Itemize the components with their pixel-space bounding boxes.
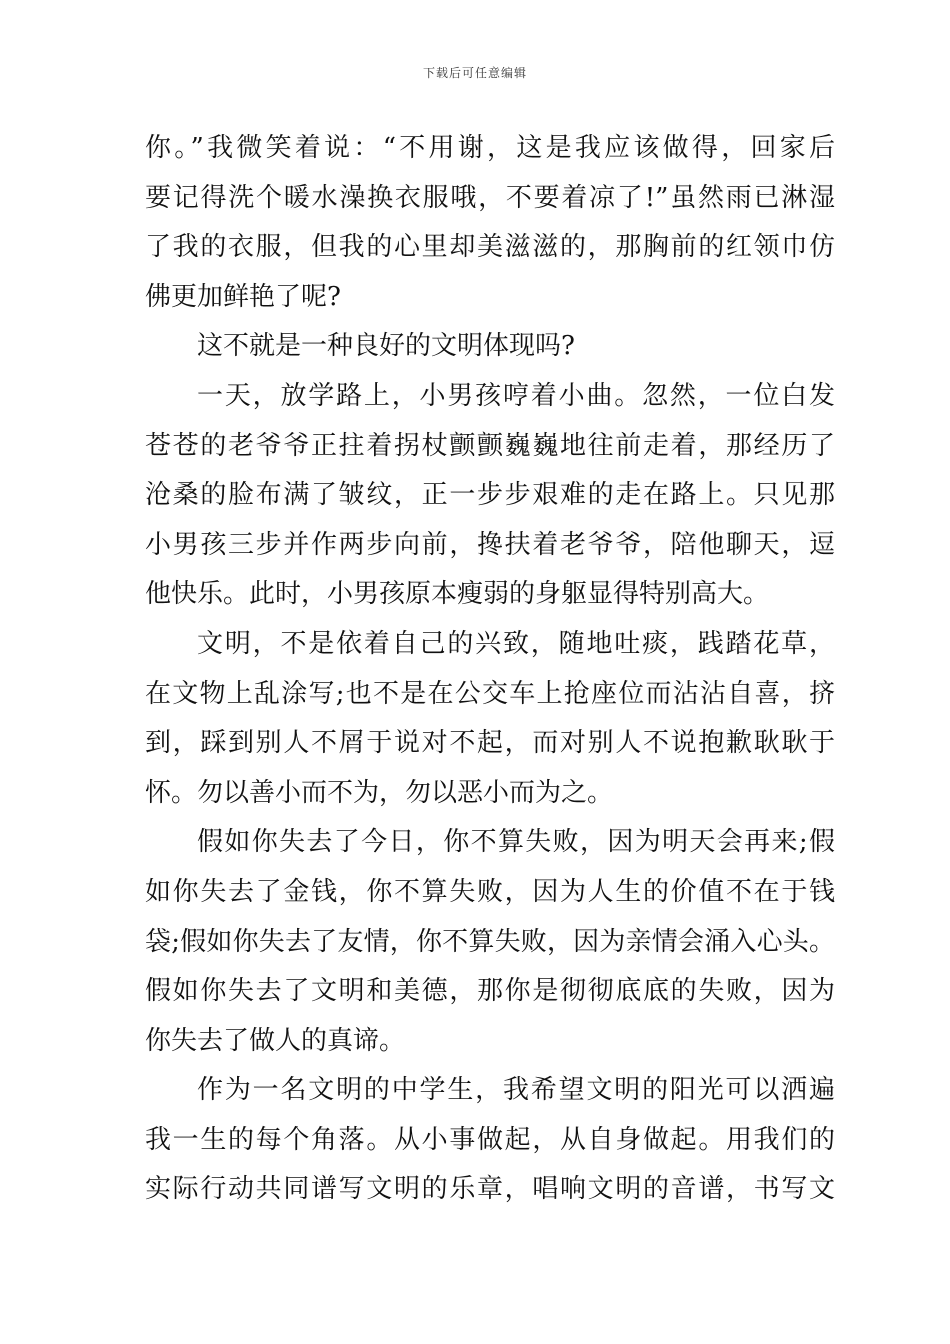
text-line: 怀。勿以善小而不为，勿以恶小而为之。 xyxy=(145,777,614,808)
text-line: 文明，不是依着自己的兴致，随地吐痰，践踏花草， xyxy=(197,628,835,659)
text-line: 你失去了做人的真谛。 xyxy=(145,1025,406,1056)
text-line: 佛更加鲜艳了呢? xyxy=(145,281,341,312)
text-line: 实际行动共同谱写文明的乐章，唱响文明的音谱，书写文 xyxy=(145,1174,835,1205)
text-line: 沧桑的脸布满了皱纹，正一步步艰难的走在路上。只见那 xyxy=(145,480,835,511)
text-line: 到，踩到别人不屑于说对不起，而对别人不说抱歉耿耿于 xyxy=(145,728,835,759)
page-header: 下载后可任意编辑 xyxy=(422,66,527,80)
text-line: 小男孩三步并作两步向前，搀扶着老爷爷，陪他聊天，逗 xyxy=(145,529,835,560)
text-line: 如你失去了金钱，你不算失败，因为人生的价值不在于钱 xyxy=(145,876,835,907)
text-line: 在文物上乱涂写;也不是在公交车上抢座位而沾沾自喜，挤 xyxy=(145,678,835,709)
text-line: 假如你失去了今日，你不算失败，因为明天会再来;假 xyxy=(197,827,835,858)
text-line: 他快乐。此时，小男孩原本瘦弱的身躯显得特别高大。 xyxy=(145,579,770,610)
text-line: 要记得洗个暖水澡换衣服哦，不要着凉了!”虽然雨已淋湿 xyxy=(145,182,835,213)
text-line: 苍苍的老爷爷正拄着拐杖颤颤巍巍地往前走着，那经历了 xyxy=(145,430,835,461)
document-body xyxy=(145,124,835,1215)
text-line: 我一生的每个角落。从小事做起，从自身做起。用我们的 xyxy=(145,1124,835,1155)
text-line: 作为一名文明的中学生，我希望文明的阳光可以洒遍 xyxy=(197,1075,835,1106)
text-line: 了我的衣服，但我的心里却美滋滋的，那胸前的红领巾仿 xyxy=(145,232,835,263)
text-line: 假如你失去了文明和美德，那你是彻彻底底的失败，因为 xyxy=(145,976,835,1007)
text-line: 这不就是一种良好的文明体现吗? xyxy=(197,331,575,362)
text-line: 你。”我微笑着说：“不用谢，这是我应该做得，回家后 xyxy=(145,133,835,163)
text-line: 一天，放学路上，小男孩哼着小曲。忽然，一位白发 xyxy=(197,380,835,411)
text-line: 袋;假如你失去了友情，你不算失败，因为亲情会涌入心头。 xyxy=(145,926,835,957)
